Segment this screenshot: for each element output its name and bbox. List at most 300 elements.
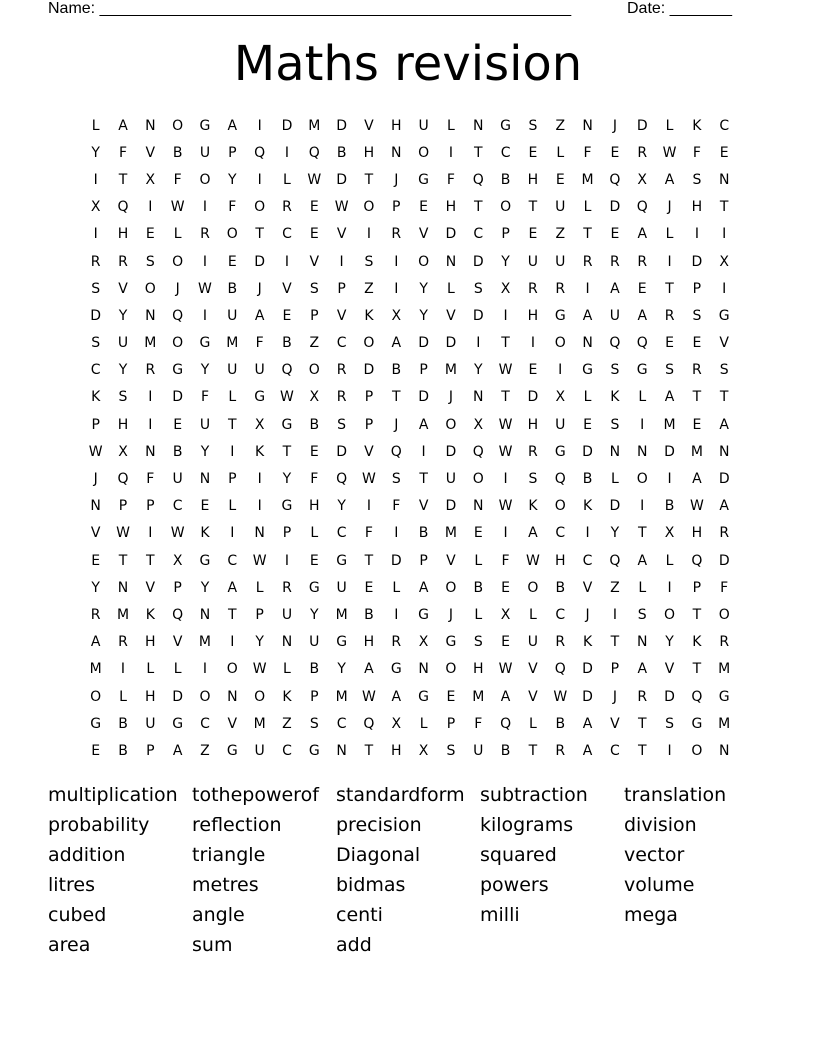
grid-letter: N <box>636 634 648 651</box>
grid-letter: U <box>117 335 129 352</box>
grid-letter: Y <box>610 525 620 542</box>
grid-letter: U <box>336 579 347 596</box>
grid-letter: Y <box>337 498 346 515</box>
grid-letter: A <box>391 335 402 352</box>
grid-letter: Y <box>501 253 510 270</box>
grid-letter: U <box>199 144 211 161</box>
grid-letter: D <box>609 199 621 216</box>
grid-letter: O <box>172 117 184 134</box>
grid-letter: M <box>690 443 703 460</box>
grid-letter: W <box>498 498 513 515</box>
grid-letter: T <box>228 606 237 623</box>
grid-letter: M <box>335 688 348 705</box>
grid-letter: K <box>610 389 620 406</box>
grid-letter: G <box>582 362 593 379</box>
grid-letter: N <box>145 307 156 324</box>
word-list-item: division <box>624 814 697 836</box>
grid-letter: L <box>173 226 182 243</box>
grid-row <box>82 384 738 411</box>
grid-letter: O <box>445 579 457 596</box>
grid-letter: B <box>500 742 511 759</box>
grid-letter: T <box>637 742 647 759</box>
grid-letter: P <box>310 307 319 324</box>
grid-letter: H <box>391 117 402 134</box>
grid-row <box>82 139 738 166</box>
grid-letter: R <box>610 253 620 270</box>
grid-letter: A <box>664 389 675 406</box>
word-list-item: add <box>336 934 372 956</box>
grid-letter: Z <box>200 742 210 759</box>
grid-letter: D <box>527 389 539 406</box>
grid-letter: A <box>500 688 511 705</box>
grid-row <box>82 547 738 574</box>
letter-grid <box>82 112 738 765</box>
grid-letter: L <box>173 661 182 678</box>
grid-letter: C <box>610 742 620 759</box>
word-list-item: squared <box>480 844 557 866</box>
grid-letter: E <box>309 552 319 569</box>
grid-letter: R <box>719 525 730 542</box>
grid-letter: Q <box>363 715 375 732</box>
grid-letter: H <box>472 661 484 678</box>
grid-letter: M <box>718 661 731 678</box>
grid-letter: D <box>254 253 266 270</box>
grid-letter: V <box>664 661 675 678</box>
grid-row <box>82 683 738 710</box>
grid-letter: D <box>172 688 184 705</box>
grid-letter: P <box>255 606 264 623</box>
grid-letter: O <box>199 688 211 705</box>
grid-letter: N <box>391 144 402 161</box>
word-list-item: metres <box>192 874 259 896</box>
grid-letter: A <box>364 661 374 678</box>
grid-letter: O <box>500 199 512 216</box>
grid-letter: X <box>172 552 183 569</box>
grid-row <box>82 221 738 248</box>
grid-letter: U <box>309 634 320 651</box>
grid-letter: T <box>473 144 483 161</box>
grid-letter: B <box>500 171 511 188</box>
grid-letter: E <box>583 416 592 433</box>
grid-letter: E <box>692 335 702 352</box>
grid-letter: H <box>117 226 129 243</box>
grid-letter: S <box>473 280 483 297</box>
grid-letter: T <box>228 416 237 433</box>
word-list-item: angle <box>192 904 245 926</box>
grid-letter: I <box>257 171 262 188</box>
grid-letter: N <box>199 606 211 623</box>
grid-letter: S <box>692 307 702 324</box>
grid-letter: D <box>172 389 184 406</box>
grid-letter: C <box>336 525 347 542</box>
grid-letter: Y <box>473 362 483 379</box>
grid-letter: T <box>282 443 292 460</box>
grid-letter: Q <box>390 443 402 460</box>
grid-letter: O <box>418 253 430 270</box>
grid-letter: H <box>691 199 703 216</box>
grid-letter: S <box>309 715 319 732</box>
grid-letter: T <box>501 335 510 352</box>
grid-letter: G <box>172 362 184 379</box>
grid-letter: P <box>446 715 456 732</box>
grid-letter: I <box>585 525 590 542</box>
grid-letter: C <box>282 742 292 759</box>
grid-letter: I <box>694 226 699 243</box>
grid-letter: S <box>637 606 647 623</box>
grid-letter: Q <box>336 471 348 488</box>
grid-letter: L <box>665 117 674 134</box>
grid-letter: U <box>555 253 566 270</box>
grid-letter: I <box>421 443 426 460</box>
grid-letter: N <box>582 117 593 134</box>
grid-letter: C <box>555 606 566 623</box>
grid-letter: D <box>445 498 457 515</box>
grid-letter: R <box>336 389 347 406</box>
grid-letter: L <box>474 606 483 623</box>
grid-letter: F <box>392 498 401 515</box>
grid-letter: N <box>718 443 730 460</box>
grid-letter: H <box>117 416 129 433</box>
grid-letter: I <box>366 226 372 243</box>
word-list-item: probability <box>48 814 150 836</box>
grid-letter: Q <box>554 661 566 678</box>
grid-letter: A <box>90 634 101 651</box>
grid-letter: D <box>582 661 593 678</box>
grid-letter: I <box>284 552 290 569</box>
grid-letter: J <box>394 416 399 433</box>
grid-letter: U <box>473 742 484 759</box>
grid-letter: I <box>148 389 153 406</box>
grid-letter: M <box>253 715 266 732</box>
grid-letter: U <box>281 606 293 623</box>
grid-letter: Q <box>472 171 484 188</box>
grid-letter: I <box>93 171 98 188</box>
grid-letter: I <box>722 226 727 243</box>
grid-letter: F <box>310 471 319 488</box>
grid-letter: D <box>609 498 621 515</box>
grid-letter: N <box>473 389 484 406</box>
grid-letter: Q <box>308 144 320 161</box>
grid-letter: D <box>418 389 429 406</box>
grid-letter: B <box>172 443 183 460</box>
grid-letter: L <box>283 171 291 188</box>
grid-letter: X <box>391 307 402 324</box>
grid-letter: G <box>718 307 730 324</box>
grid-row <box>82 248 738 275</box>
grid-letter: F <box>173 171 182 188</box>
grid-letter: O <box>90 688 102 705</box>
grid-letter: X <box>637 171 648 188</box>
grid-letter: A <box>118 117 128 134</box>
grid-letter: Z <box>282 715 292 732</box>
grid-letter: R <box>200 226 210 243</box>
grid-letter: I <box>667 471 672 488</box>
grid-letter: C <box>473 226 484 243</box>
grid-letter: J <box>93 471 98 488</box>
grid-letter: S <box>665 715 674 732</box>
grid-letter: X <box>418 742 429 759</box>
grid-letter: F <box>228 199 237 216</box>
grid-letter: W <box>252 552 267 569</box>
grid-letter: R <box>90 606 101 623</box>
grid-letter: L <box>583 199 592 216</box>
grid-letter: W <box>525 552 540 569</box>
grid-letter: R <box>555 280 566 297</box>
grid-letter: U <box>609 307 621 324</box>
grid-letter: Q <box>500 715 512 732</box>
grid-letter: Y <box>419 280 428 297</box>
grid-letter: K <box>91 389 101 406</box>
grid-letter: W <box>88 443 103 460</box>
grid-letter: I <box>202 307 208 324</box>
grid-letter: V <box>446 552 456 569</box>
grid-letter: T <box>364 171 374 188</box>
grid-letter: E <box>173 416 183 433</box>
grid-letter: E <box>309 443 319 460</box>
grid-letter: V <box>418 226 429 243</box>
grid-letter: I <box>202 199 208 216</box>
grid-letter: D <box>636 117 648 134</box>
grid-letter: P <box>692 579 702 596</box>
grid-letter: E <box>610 226 620 243</box>
grid-letter: Q <box>117 199 129 216</box>
grid-letter: E <box>227 253 237 270</box>
grid-letter: W <box>280 389 294 406</box>
grid-letter: L <box>91 117 100 134</box>
grid-letter: L <box>310 525 319 542</box>
grid-letter: H <box>145 688 156 705</box>
grid-letter: X <box>145 171 156 188</box>
grid-letter: A <box>637 552 648 569</box>
grid-letter: W <box>362 471 376 488</box>
grid-letter: K <box>255 443 265 460</box>
grid-letter: L <box>665 552 674 569</box>
grid-letter: Y <box>282 471 292 488</box>
grid-letter: I <box>202 253 208 270</box>
grid-letter: O <box>226 661 238 678</box>
grid-row <box>82 629 738 656</box>
grid-letter: P <box>146 742 155 759</box>
grid-letter: G <box>418 688 430 705</box>
grid-letter: B <box>172 144 183 161</box>
grid-letter: U <box>555 416 566 433</box>
grid-letter: J <box>612 688 617 705</box>
grid-letter: H <box>527 307 539 324</box>
grid-letter: P <box>392 199 401 216</box>
grid-letter: X <box>391 715 402 732</box>
grid-letter: L <box>255 579 264 596</box>
grid-letter: H <box>145 634 156 651</box>
grid-letter: R <box>528 280 538 297</box>
grid-letter: L <box>283 661 291 678</box>
grid-letter: Y <box>310 606 319 623</box>
grid-letter: I <box>120 661 126 678</box>
grid-letter: S <box>364 253 374 270</box>
grid-letter: X <box>500 606 511 623</box>
grid-letter: I <box>366 498 372 515</box>
grid-letter: B <box>118 742 128 759</box>
grid-letter: O <box>363 199 375 216</box>
grid-letter: A <box>637 226 648 243</box>
grid-letter: U <box>445 471 457 488</box>
grid-letter: E <box>637 280 647 297</box>
word-list-item: volume <box>624 874 695 896</box>
grid-letter: Q <box>281 362 293 379</box>
grid-letter: R <box>282 579 292 596</box>
grid-letter: D <box>445 226 457 243</box>
grid-letter: R <box>282 199 292 216</box>
grid-letter: Q <box>609 335 621 352</box>
grid-letter: R <box>391 634 402 651</box>
grid-letter: H <box>691 525 703 542</box>
grid-letter: B <box>664 498 675 515</box>
grid-row <box>82 357 738 384</box>
grid-letter: J <box>612 117 617 134</box>
grid-letter: G <box>199 552 211 569</box>
grid-letter: C <box>555 525 566 542</box>
grid-letter: M <box>198 634 212 651</box>
grid-letter: T <box>637 715 647 732</box>
word-list-item: standardform <box>336 784 465 806</box>
grid-letter: I <box>503 471 508 488</box>
grid-letter: I <box>394 253 399 270</box>
grid-letter: T <box>719 199 729 216</box>
grid-letter: U <box>254 742 265 759</box>
grid-letter: U <box>418 117 429 134</box>
grid-letter: U <box>555 199 566 216</box>
grid-letter: E <box>309 226 319 243</box>
grid-letter: N <box>336 742 347 759</box>
grid-letter: N <box>718 742 730 759</box>
grid-letter: N <box>145 443 156 460</box>
grid-letter: N <box>473 498 484 515</box>
word-list-item: precision <box>336 814 422 836</box>
grid-letter: N <box>145 117 156 134</box>
grid-letter: O <box>363 335 375 352</box>
word-list-item: kilograms <box>480 814 574 836</box>
grid-letter: A <box>719 498 729 515</box>
grid-letter: I <box>476 335 481 352</box>
grid-letter: D <box>472 253 484 270</box>
grid-letter: V <box>582 579 593 596</box>
grid-letter: Z <box>555 117 566 134</box>
grid-letter: G <box>418 606 430 623</box>
grid-letter: P <box>364 389 374 406</box>
grid-row <box>82 330 738 357</box>
grid-letter: W <box>170 199 185 216</box>
name-field-label: Name: _____________________________________________________ <box>48 0 572 17</box>
grid-letter: B <box>555 579 566 596</box>
grid-letter: T <box>692 389 702 406</box>
grid-letter: O <box>445 416 457 433</box>
grid-letter: H <box>309 498 320 515</box>
grid-letter: O <box>418 144 430 161</box>
grid-letter: I <box>612 606 617 623</box>
grid-letter: W <box>362 688 376 705</box>
grid-letter: F <box>118 144 128 161</box>
grid-letter: O <box>254 688 266 705</box>
grid-letter: L <box>228 389 237 406</box>
word-list-item: centi <box>336 904 383 926</box>
grid-letter: N <box>199 471 211 488</box>
grid-letter: V <box>172 634 183 651</box>
grid-letter: C <box>90 362 101 379</box>
grid-row <box>82 574 738 601</box>
grid-letter: V <box>145 579 156 596</box>
grid-letter: R <box>582 253 593 270</box>
grid-letter: R <box>391 226 402 243</box>
grid-row <box>82 194 738 221</box>
grid-letter: Z <box>309 335 320 352</box>
grid-letter: X <box>555 389 566 406</box>
grid-letter: I <box>284 144 290 161</box>
grid-letter: B <box>309 661 320 678</box>
word-list-item: multiplication <box>48 784 178 806</box>
grid-letter: T <box>364 552 374 569</box>
grid-letter: J <box>175 280 180 297</box>
grid-letter: X <box>500 280 511 297</box>
grid-row <box>82 438 738 465</box>
grid-letter: O <box>664 606 676 623</box>
grid-letter: L <box>556 144 565 161</box>
grid-letter: K <box>282 688 292 705</box>
grid-letter: U <box>199 416 211 433</box>
grid-letter: P <box>282 525 292 542</box>
grid-letter: D <box>582 688 593 705</box>
grid-letter: G <box>281 498 293 515</box>
grid-letter: J <box>667 199 672 216</box>
grid-letter: M <box>308 117 321 134</box>
grid-letter: U <box>172 471 183 488</box>
grid-letter: L <box>447 280 455 297</box>
grid-letter: S <box>692 171 702 188</box>
grid-letter: O <box>199 171 211 188</box>
grid-letter: Q <box>472 443 484 460</box>
grid-letter: P <box>337 280 346 297</box>
grid-letter: H <box>391 742 402 759</box>
grid-letter: V <box>364 117 374 134</box>
grid-letter: D <box>390 552 402 569</box>
grid-letter: S <box>719 362 729 379</box>
grid-letter: Q <box>254 144 266 161</box>
grid-letter: A <box>227 117 238 134</box>
grid-letter: X <box>118 443 128 460</box>
grid-letter: B <box>282 335 292 352</box>
grid-letter: G <box>500 117 512 134</box>
word-list <box>48 780 768 960</box>
grid-letter: E <box>692 416 702 433</box>
grid-letter: L <box>419 715 428 732</box>
grid-letter: I <box>394 280 399 297</box>
grid-letter: A <box>582 742 593 759</box>
grid-letter: P <box>419 362 428 379</box>
grid-letter: T <box>501 389 510 406</box>
grid-letter: Z <box>610 579 620 596</box>
grid-letter: V <box>282 280 292 297</box>
grid-letter: R <box>719 634 730 651</box>
grid-letter: D <box>281 117 293 134</box>
date-field-label: Date: _______ <box>627 0 732 17</box>
grid-letter: O <box>554 335 566 352</box>
grid-letter: R <box>555 742 566 759</box>
grid-letter: T <box>473 199 483 216</box>
grid-letter: O <box>527 579 539 596</box>
word-list-item: addition <box>48 844 126 866</box>
grid-letter: O <box>172 253 184 270</box>
grid-letter: U <box>227 307 238 324</box>
grid-letter: M <box>89 661 102 678</box>
grid-letter: S <box>610 362 620 379</box>
